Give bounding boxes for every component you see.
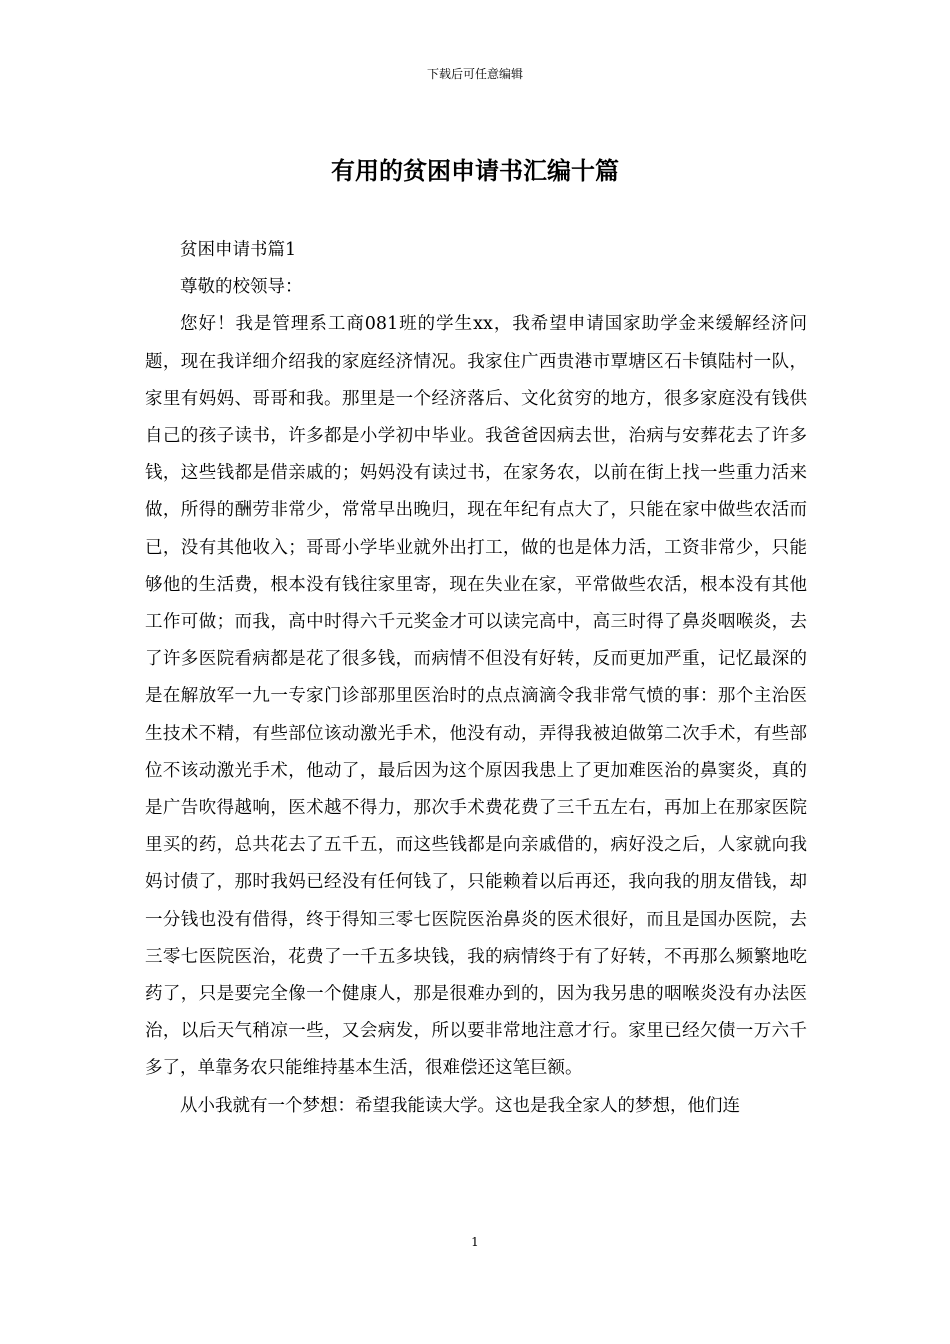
document-title: 有用的贫困申请书汇编十篇	[331, 156, 619, 185]
document-body	[145, 232, 807, 1125]
salutation: 尊敬的校领导：	[180, 277, 303, 298]
page-number: 1	[471, 1235, 479, 1249]
section-heading: 贫困申请书篇1	[180, 240, 297, 260]
header-note: 下载后可任意编辑	[426, 67, 523, 81]
body-paragraph: 您好！我是管理系工商081班的学生xx，我希望申请国家助学金来缓解经济问题，现在我详细介绍我的家庭经济情况。我家住广西贵港市覃塘区石卡镇陆村一队，家里有妈妈、哥哥和我。那里是一个经济落后、文化贫穷的地方，很多家庭没有钱供自己的孩子读书，许多都是小学初中毕业。我爸爸因病去世，治病与安葬花去了许多钱，这些钱都是借亲戚的；妈妈没有读过书，在家务农，以前在街上找一些重力活来做，所得的酬劳非常少，常常早出晚归，现在年纪有点大了，只能在家中做些农活而已，没有其他收入；哥哥小学毕业就外出打工，做的也是体力活，工资非常少，只能够他的生活费，根本没有钱往家里寄，现在失业在家，平常做些农活，根本没有其他工作可做；而我，高中时得六千元奖金才可以读完高中，高三时得了鼻炎咽喉炎，去了许多医院看病都是花了很多钱，而病情不但没有好转，反而更加严重，记忆最深的是在解放军一九一专家门诊部那里医治时的点点滴滴令我非常气愤的事：那个主治医生技术不精，有些部位该动激光手术，他没有动，弄得我被迫做第二次手术，有些部位不该动激光手术，他动了，最后因为这个原因我患上了更加难医治的鼻窦炎，真的是广告吹得越响，医术越不得力，那次手术费花费了三千五左右，再加上在那家医院里买的药，总共花去了五千五，而这些钱都是向亲戚借的，病好没之后，人家就向我妈讨债了，那时我妈已经没有任何钱了，只能赖着以后再还，我向我的朋友借钱，却一分钱也没有借得，终于得知三零七医院医治鼻炎的医术很好，而且是国办医院，去三零七医院医治，花费了一千五多块钱，我的病情终于有了好转，不再那么频繁地吃药了，只是要完全像一个健康人，那是很难办到的，因为我另患的咽喉炎没有办法医治，以后天气稍凉一些，又会病发，所以要非常地注意才行。家里已经欠债一万六千多了，单靠务农只能维持基本生活，很难偿还这笔巨额。	[145, 314, 807, 1079]
body-paragraph: 从小我就有一个梦想：希望我能读大学。这也是我全家人的梦想，他们连	[180, 1095, 740, 1116]
